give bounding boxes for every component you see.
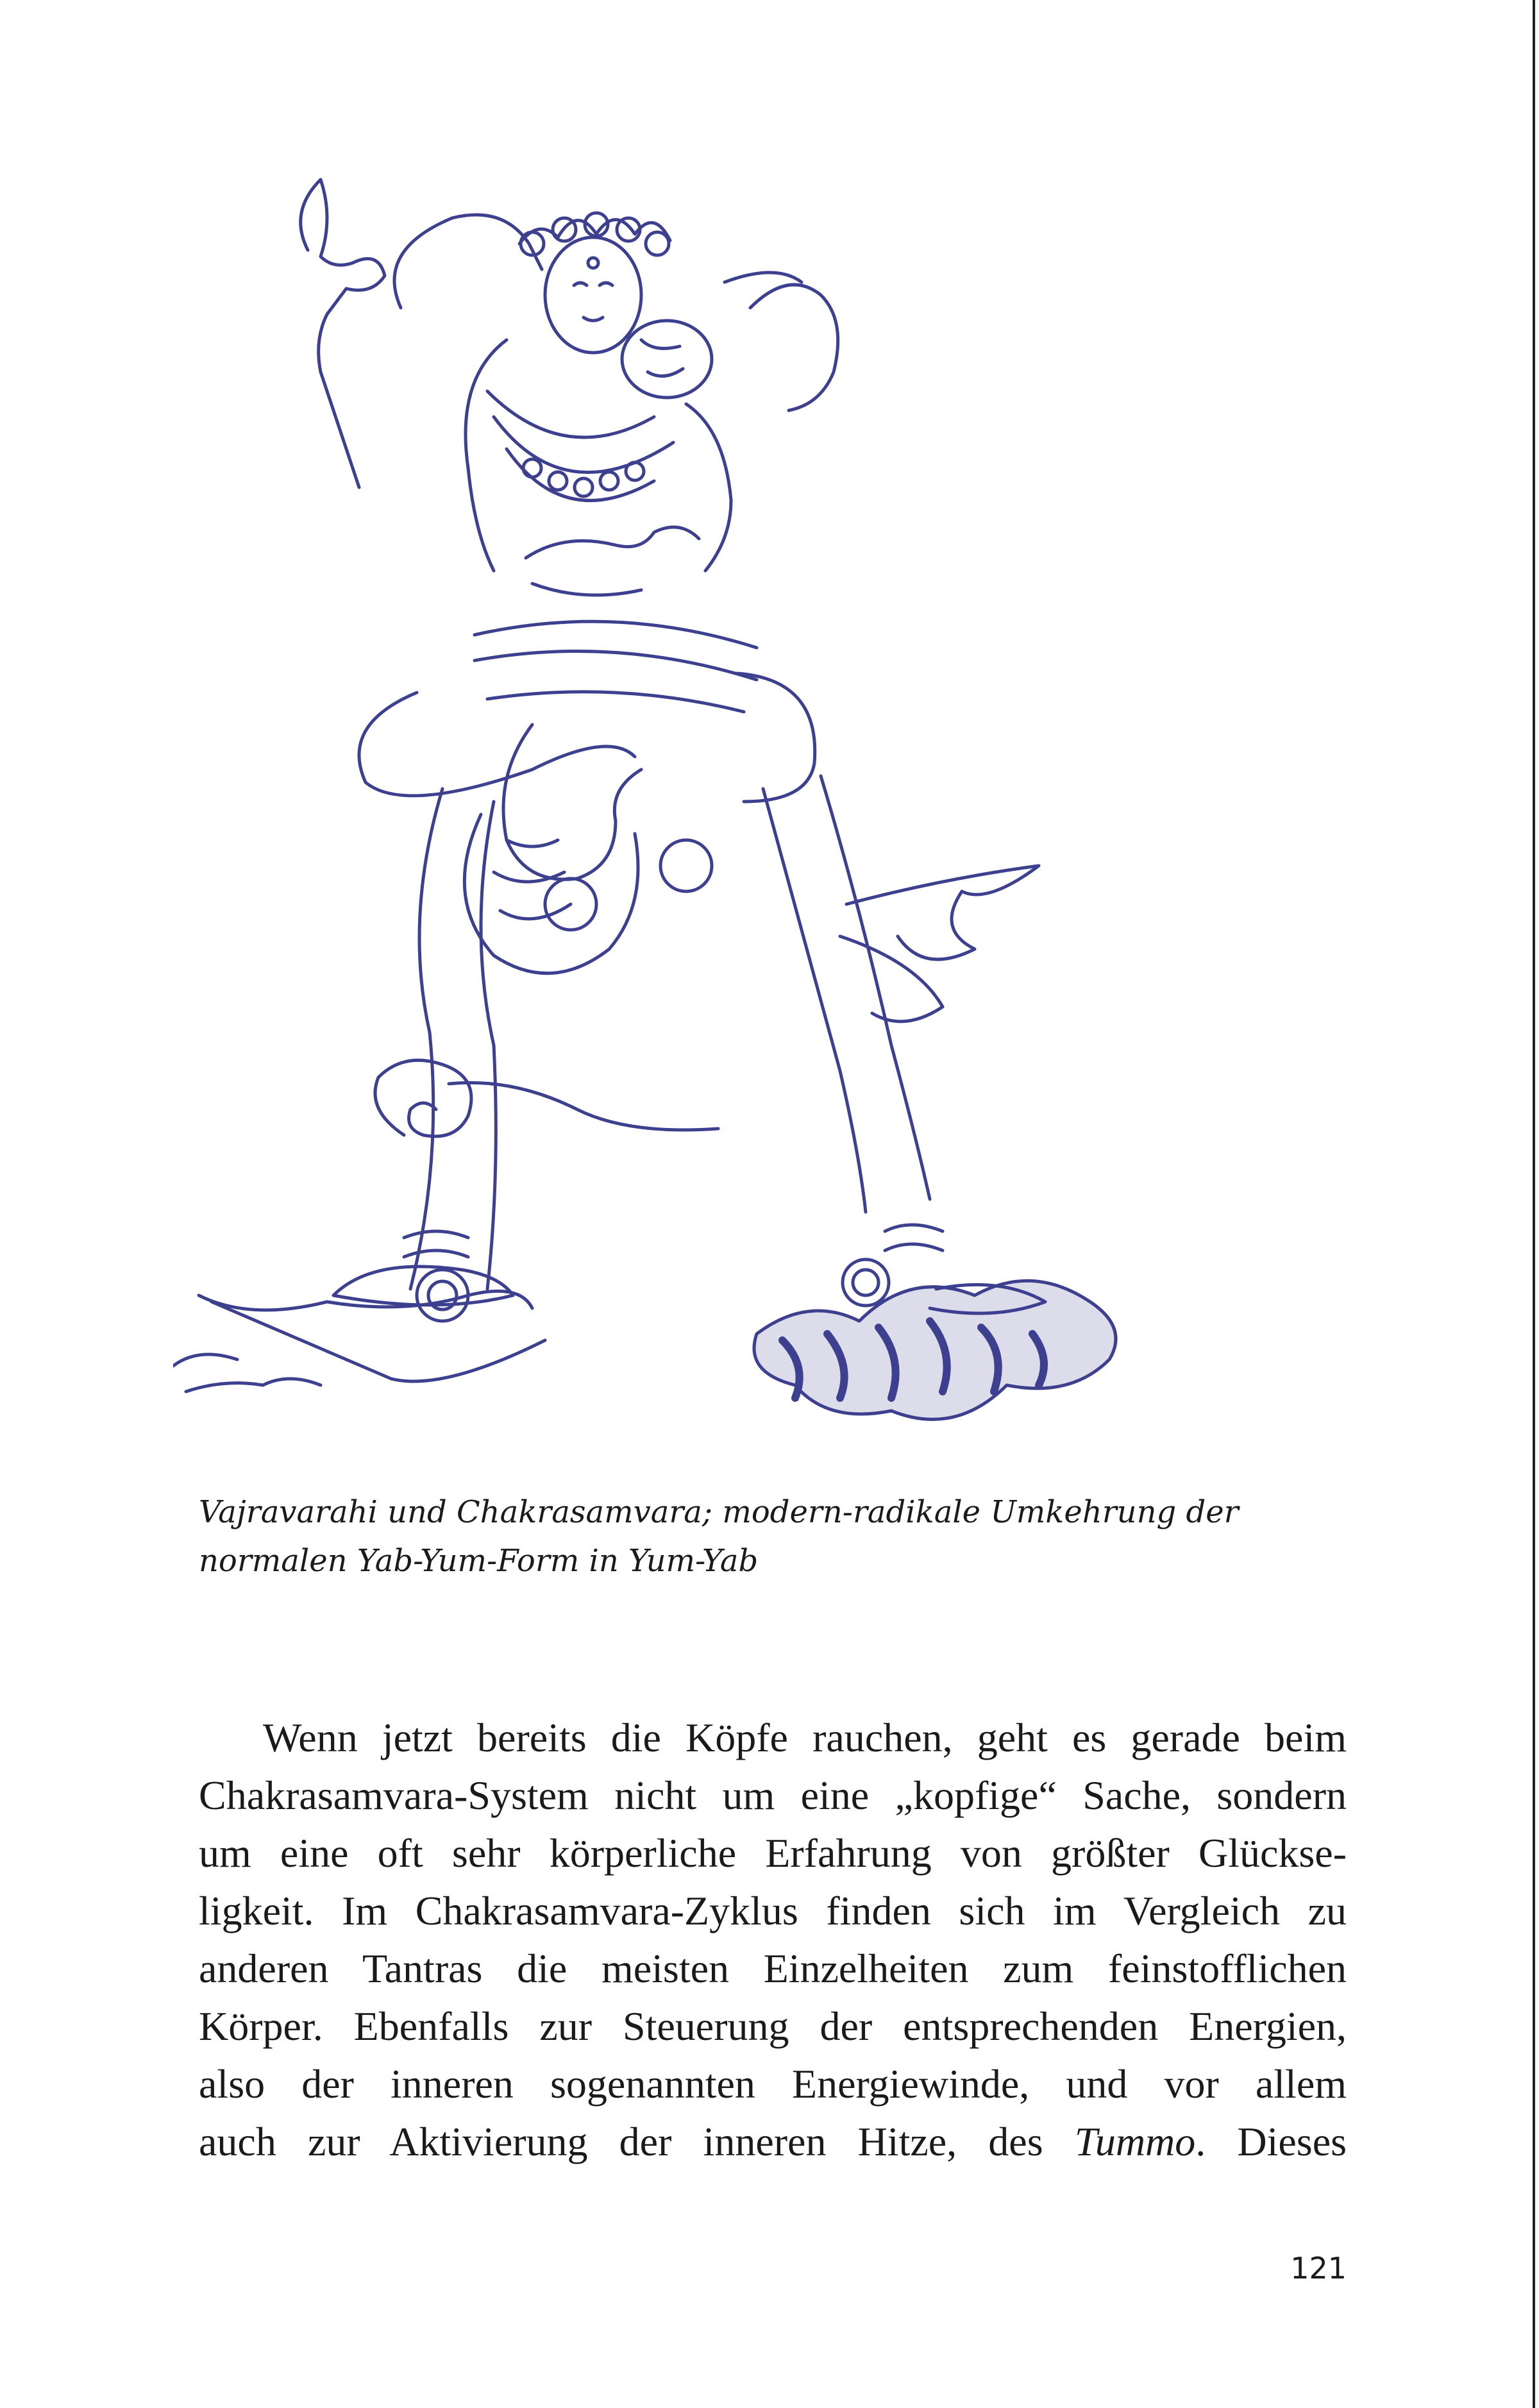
body-line: also der inneren sogenannten Energiewinde, und vor allem <box>199 2061 1347 2107</box>
page-edge-line <box>1533 0 1535 2408</box>
body-line: Chakrasamvara-System nicht um eine „kopfige“ Sache, sondern <box>199 1772 1347 1818</box>
caption-line-2: normalen Yab-Yum-Form in Yum-Yab <box>199 1543 759 1579</box>
body-line-tail: . Dieses <box>1195 2119 1347 2164</box>
body-paragraph <box>199 1709 1347 2171</box>
body-line-text: auch zur Aktivierung der inneren Hitze, des <box>199 2119 1075 2164</box>
body-line: anderen Tantras die meisten Einzelheiten zum feinstofflichen <box>199 1946 1347 1991</box>
figure-caption <box>199 1488 1353 1585</box>
body-line: Wenn jetzt bereits die Köpfe rauchen, geht es gerade beim <box>263 1715 1347 1760</box>
deity-illustration <box>173 147 1302 1462</box>
caption-line-1: Vajravarahi und Chakrasamvara; modern-radikale Umkehrung der <box>199 1494 1239 1530</box>
body-line: um eine oft sehr körperliche Erfahrung von größter Glückse- <box>199 1830 1347 1876</box>
body-line: ligkeit. Im Chakrasamvara-Zyklus finden sich im Vergleich zu <box>199 1888 1347 1933</box>
body-line: Körper. Ebenfalls zur Steuerung der entsprechenden Energien, <box>199 2003 1347 2049</box>
page-number: 121 <box>1290 2251 1347 2286</box>
italic-term: Tummo <box>1074 2119 1196 2164</box>
body-line-last <box>199 2113 1347 2171</box>
